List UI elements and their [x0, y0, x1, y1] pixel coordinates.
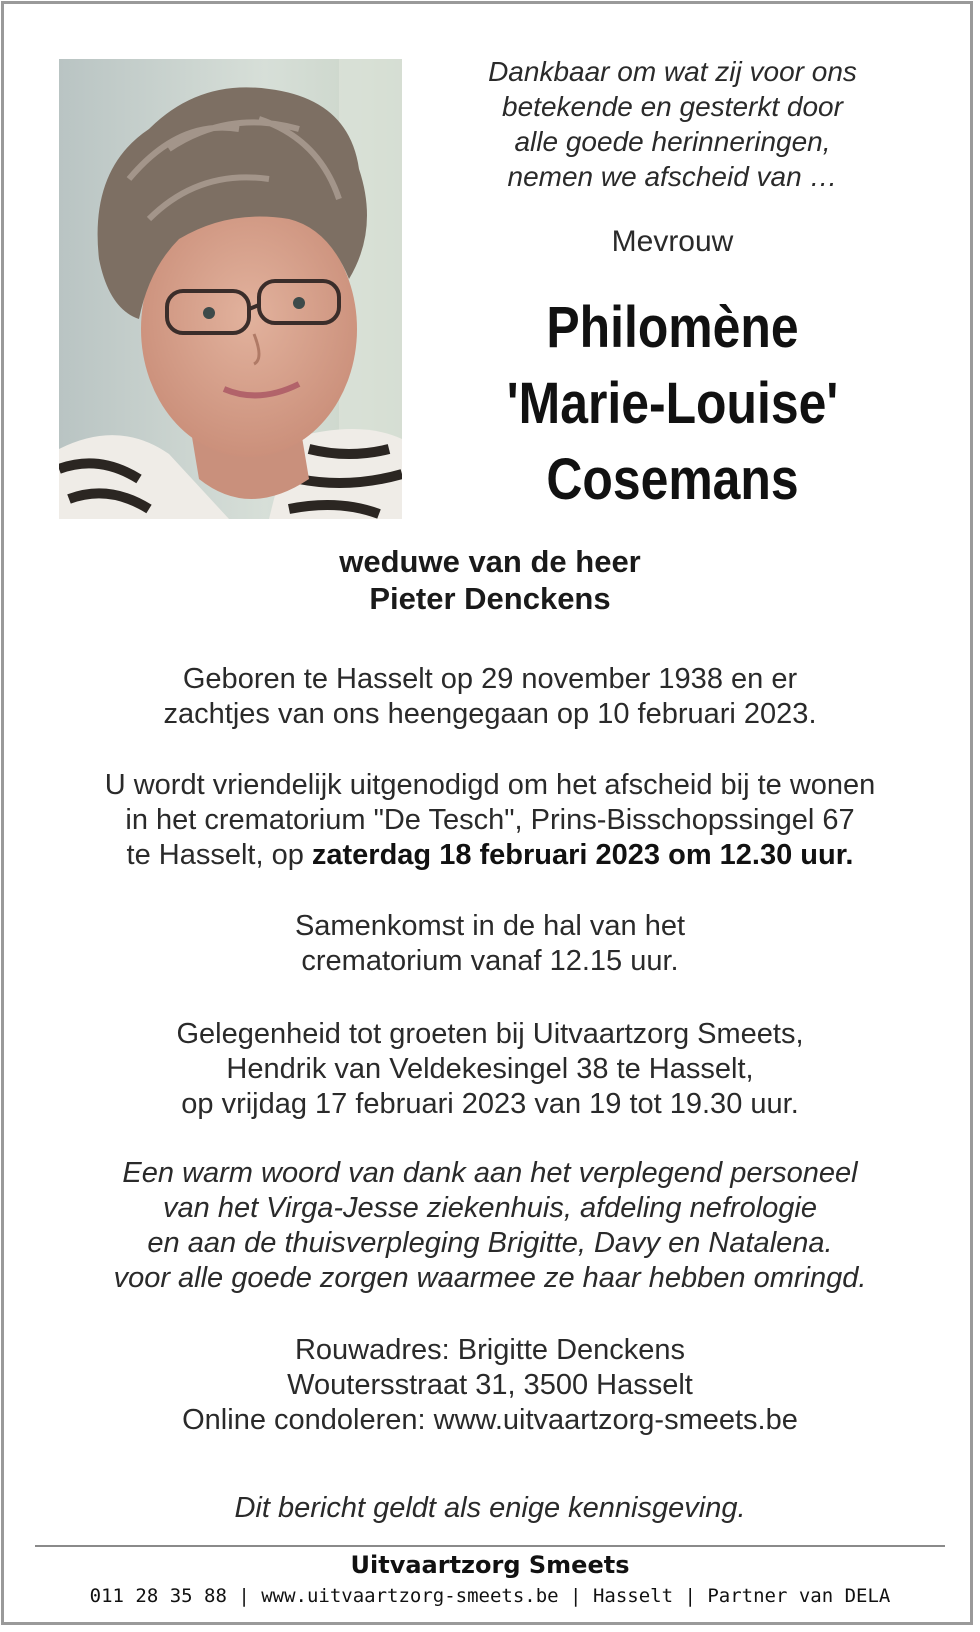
ceremony-line-1: U wordt vriendelijk uitgenodigd om het afscheid bij te wonen: [104, 769, 876, 801]
widow-line-2: Pieter Denckens: [369, 581, 611, 616]
gathering-line-2: crematorium vanaf 12.15 uur.: [301, 945, 679, 977]
thanks-block: [0, 1156, 980, 1296]
first-name: Philomène: [546, 295, 799, 360]
online-condolence-line: Online condoleren: www.uitvaartzorg-smeets.be: [182, 1404, 798, 1436]
thanks-line-3: en aan de thuisverpleging Brigitte, Davy en Natalena.: [147, 1227, 833, 1259]
last-name: Cosemans: [546, 447, 799, 512]
intro-line: alle goede herinneringen,: [514, 126, 831, 157]
intro-line: Dankbaar om wat zij voor ons: [488, 56, 857, 87]
title-prefix: Mevrouw: [611, 225, 734, 258]
birth-line-1: Geboren te Hasselt op 29 november 1938 en er: [182, 663, 798, 695]
intro-text: [440, 54, 905, 194]
greeting-line-3: op vrijdag 17 februari 2023 van 19 tot 19.30 uur.: [181, 1088, 799, 1120]
address-line-2: Woutersstraat 31, 3500 Hasselt: [287, 1369, 693, 1401]
footer-details: 011 28 35 88 | www.uitvaartzorg-smeets.be | Hasselt | Partner van DELA: [89, 1585, 891, 1607]
greeting-block: [0, 1017, 980, 1122]
gathering-block: [0, 909, 980, 979]
notice-text: Dit bericht geldt als enige kennisgeving.: [234, 1492, 746, 1524]
thanks-line-2: van het Virga-Jesse ziekenhuis, afdeling nefrologie: [163, 1192, 817, 1224]
ceremony-line-3-prefix: te Hasselt, op: [126, 839, 312, 871]
ceremony-datetime: zaterdag 18 februari 2023 om 12.30 uur.: [311, 839, 854, 871]
footer-company: Uitvaartzorg Smeets: [350, 1551, 630, 1579]
birth-death-block: [0, 662, 980, 732]
ceremony-line-3: [0, 838, 980, 873]
intro-line: nemen we afscheid van …: [507, 161, 838, 192]
deceased-name: [473, 290, 873, 518]
thanks-line-4: voor alle goede zorgen waarmee ze haar hebben omringd.: [113, 1262, 867, 1294]
footer-divider: [35, 1545, 945, 1547]
intro-line: betekende en gesterkt door: [502, 91, 843, 122]
greeting-line-2: Hendrik van Veldekesingel 38 te Hasselt,: [226, 1053, 754, 1085]
gathering-line-1: Samenkomst in de hal van het: [294, 910, 686, 942]
portrait-photo: [59, 59, 402, 519]
greeting-line-1: Gelegenheid tot groeten bij Uitvaartzorg Smeets,: [176, 1018, 804, 1050]
nickname: 'Marie-Louise': [506, 371, 839, 436]
ceremony-block: [0, 768, 980, 873]
address-line-1: Rouwadres: Brigitte Denckens: [294, 1334, 686, 1366]
widow-of: [0, 543, 980, 617]
thanks-line-1: Een warm woord van dank aan het verplegend personeel: [122, 1157, 858, 1189]
ceremony-line-2: in het crematorium "De Tesch", Prins-Bisschopssingel 67: [125, 804, 855, 836]
widow-line-1: weduwe van de heer: [339, 544, 641, 579]
mourning-address-block: [0, 1333, 980, 1438]
birth-line-2: zachtjes van ons heengegaan op 10 februari 2023.: [163, 698, 817, 730]
